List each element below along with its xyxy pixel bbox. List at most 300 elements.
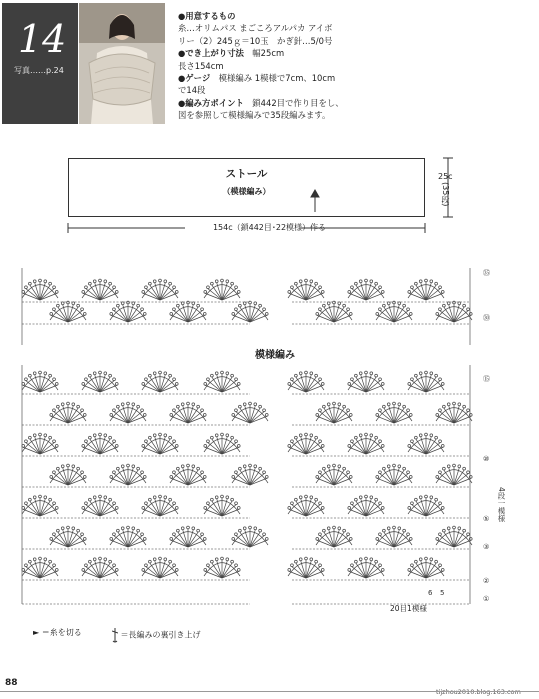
picot-dot [243, 403, 246, 406]
picot-dot [419, 280, 422, 283]
picot-dot [439, 564, 442, 567]
picot-dot [221, 433, 224, 436]
picot-dot [145, 502, 148, 505]
picot-dot [187, 301, 190, 304]
picot-dot [173, 502, 176, 505]
credit-text: tijzhou2010.blog.163.com [436, 688, 521, 696]
pattern-number: 14 [18, 17, 67, 61]
picot-dot [393, 301, 396, 304]
materials-text: 幅25cm [243, 48, 285, 59]
picot-dot [254, 403, 257, 406]
picot-dot [176, 405, 179, 408]
picot-dot [203, 312, 206, 315]
picot-dot [145, 564, 148, 567]
picot-dot [93, 496, 96, 499]
picot-dot [349, 312, 352, 315]
picot-dot [375, 374, 378, 377]
picot-dot [370, 372, 373, 375]
picot-dot [175, 568, 178, 571]
picot-dot [85, 564, 88, 567]
stitch-fan [348, 371, 384, 392]
picot-dot [88, 374, 91, 377]
picot-dot [204, 568, 207, 571]
picot-dot [435, 374, 438, 377]
picot-dot [322, 529, 325, 532]
picot-dot [226, 372, 229, 375]
picot-dot [235, 378, 238, 381]
picot-dot [127, 301, 130, 304]
picot-dot [142, 568, 145, 571]
stitch-fan [408, 557, 444, 578]
picot-dot [53, 564, 56, 567]
picot-dot [322, 304, 325, 307]
picot-dot [49, 436, 52, 439]
stitch-fan [82, 557, 118, 578]
picot-dot [354, 282, 357, 285]
picot-dot [153, 434, 156, 437]
picot-dot [347, 308, 350, 311]
picot-dot [259, 405, 262, 408]
picot-dot [265, 413, 268, 416]
picot-dot [419, 496, 422, 499]
picot-dot [316, 312, 319, 315]
picot-dot [53, 378, 56, 381]
picot-dot [349, 475, 352, 478]
picot-dot [221, 495, 224, 498]
picot-dot [351, 440, 354, 443]
picot-dot [210, 282, 213, 285]
picot-dot [370, 496, 373, 499]
materials-text: 模様編み 1模様で7cm、10cm [210, 73, 336, 84]
picot-dot [67, 464, 70, 467]
picot-dot [127, 402, 130, 405]
picot-dot [436, 413, 439, 416]
picot-dot [299, 372, 302, 375]
picot-dot [56, 405, 59, 408]
picot-dot [99, 279, 102, 282]
picot-dot [238, 405, 241, 408]
picot-dot [347, 409, 350, 412]
picot-dot [176, 467, 179, 470]
picot-dot [203, 475, 206, 478]
picot-dot [321, 290, 324, 293]
picot-dot [453, 464, 456, 467]
picot-dot [442, 467, 445, 470]
picot-dot [243, 465, 246, 468]
picot-dot [25, 440, 28, 443]
picot-dot [419, 372, 422, 375]
stitch-fan [376, 526, 412, 547]
picot-dot [291, 564, 294, 567]
picot-dot [365, 279, 368, 282]
picot-dot [88, 436, 91, 439]
picot-dot [83, 413, 86, 416]
picot-dot [148, 436, 151, 439]
picot-dot [458, 527, 461, 530]
picot-dot [201, 308, 204, 311]
picot-dot [28, 498, 31, 501]
picot-dot [148, 374, 151, 377]
picot-dot [159, 279, 162, 282]
picot-dot [430, 372, 433, 375]
picot-dot [142, 382, 145, 385]
picot-dot [319, 308, 322, 311]
picot-dot [430, 434, 433, 437]
picot-dot [175, 444, 178, 447]
picot-dot [127, 464, 130, 467]
materials-text: 鎖442目で作り目をし、 [243, 97, 344, 108]
picot-dot [398, 403, 401, 406]
picot-dot [359, 372, 362, 375]
picot-dot [407, 308, 410, 311]
picot-dot [409, 475, 412, 478]
picot-dot [439, 502, 442, 505]
picot-dot [93, 434, 96, 437]
legend-back-post-text: ＝長編みの裏引き上げ [120, 630, 201, 640]
picot-dot [265, 312, 268, 315]
picot-dot [299, 558, 302, 561]
picot-dot [137, 467, 140, 470]
picot-dot [44, 372, 47, 375]
picot-dot [354, 374, 357, 377]
picot-dot [407, 471, 410, 474]
picot-dot [321, 568, 324, 571]
picot-dot [382, 304, 385, 307]
picot-dot [181, 465, 184, 468]
picot-dot [419, 434, 422, 437]
picot-dot [173, 308, 176, 311]
picot-dot [53, 502, 56, 505]
picot-dot [379, 378, 382, 381]
picot-dot [425, 279, 428, 282]
picot-dot [316, 537, 319, 540]
picot-dot [436, 475, 439, 478]
materials-text: で14段 [178, 85, 206, 96]
picot-dot [25, 378, 28, 381]
picot-dot [305, 279, 308, 282]
picot-dot [164, 280, 167, 283]
picot-dot [439, 440, 442, 443]
picot-dot [315, 560, 318, 563]
picot-dot [204, 444, 207, 447]
picot-dot [33, 434, 36, 437]
picot-dot [173, 440, 176, 443]
picot-dot [338, 527, 341, 530]
picot-dot [81, 471, 84, 474]
picot-dot [333, 301, 336, 304]
picot-dot [148, 560, 151, 563]
picot-dot [55, 290, 58, 293]
picot-dot [221, 279, 224, 282]
picot-dot [33, 280, 36, 283]
picot-dot [288, 506, 291, 509]
picot-dot [439, 533, 442, 536]
picot-dot [351, 502, 354, 505]
picot-dot [192, 403, 195, 406]
stitch-fan [82, 433, 118, 454]
picot-dot [232, 312, 235, 315]
picot-dot [425, 433, 428, 436]
legend-back-post [112, 627, 201, 643]
stitch-fan [232, 301, 268, 322]
stitch-fan [376, 464, 412, 485]
picot-dot [408, 506, 411, 509]
picot-dot [441, 506, 444, 509]
picot-dot [238, 529, 241, 532]
picot-dot [379, 471, 382, 474]
stitch-fan [22, 279, 58, 300]
picot-dot [215, 280, 218, 283]
picot-dot [56, 304, 59, 307]
width-dimension: 154c（鎖442目･22模様）作る [212, 223, 327, 232]
picot-dot [77, 304, 80, 307]
picot-dot [173, 471, 176, 474]
picot-dot [81, 409, 84, 412]
picot-dot [215, 372, 218, 375]
picot-dot [39, 279, 42, 282]
picot-dot [259, 467, 262, 470]
picot-dot [375, 560, 378, 563]
picot-dot [132, 527, 135, 530]
stitch-fan [436, 526, 472, 547]
picot-dot [215, 558, 218, 561]
picot-dot [83, 537, 86, 540]
picot-dot [192, 465, 195, 468]
stitch-fan [408, 371, 444, 392]
picot-dot [39, 557, 42, 560]
stitch-fan [316, 464, 352, 485]
picot-dot [315, 282, 318, 285]
row-label-5: ⑤ [483, 515, 490, 523]
picot-dot [310, 434, 313, 437]
picot-dot [291, 440, 294, 443]
picot-dot [50, 475, 53, 478]
picot-dot [226, 280, 229, 283]
picot-dot [407, 409, 410, 412]
picot-dot [343, 467, 346, 470]
picot-dot [381, 290, 384, 293]
stitch-fan [170, 402, 206, 423]
picot-dot [53, 286, 56, 289]
picot-dot [376, 475, 379, 478]
picot-dot [28, 560, 31, 563]
picot-dot [110, 312, 113, 315]
stitch-fan [232, 464, 268, 485]
picot-dot [169, 436, 172, 439]
picot-dot [414, 498, 417, 501]
picot-dot [343, 304, 346, 307]
picot-dot [379, 440, 382, 443]
picot-dot [263, 471, 266, 474]
picot-dot [82, 568, 85, 571]
picot-dot [321, 506, 324, 509]
picot-dot [104, 558, 107, 561]
picot-dot [409, 537, 412, 540]
picot-dot [25, 502, 28, 505]
picot-dot [55, 506, 58, 509]
picot-dot [288, 444, 291, 447]
picot-dot [176, 304, 179, 307]
picot-dot [319, 440, 322, 443]
picot-dot [343, 405, 346, 408]
stitch-fan [408, 279, 444, 300]
stitch-fan [436, 464, 472, 485]
picot-dot [93, 558, 96, 561]
picot-dot [169, 374, 172, 377]
picot-dot [113, 378, 116, 381]
picot-dot [408, 444, 411, 447]
stitch-fan [288, 371, 324, 392]
stitch-fan [50, 402, 86, 423]
picot-dot [359, 496, 362, 499]
stitch-fan [436, 301, 472, 322]
picot-dot [53, 409, 56, 412]
picot-dot [299, 280, 302, 283]
picot-dot [425, 557, 428, 560]
picot-dot [463, 304, 466, 307]
picot-dot [238, 304, 241, 307]
picot-dot [88, 560, 91, 563]
picot-dot [170, 475, 173, 478]
picot-dot [327, 465, 330, 468]
picot-dot [263, 308, 266, 311]
picot-dot [419, 558, 422, 561]
picot-dot [316, 413, 319, 416]
picot-dot [169, 560, 172, 563]
picot-dot [231, 282, 234, 285]
picot-dot [310, 558, 313, 561]
picot-dot [169, 282, 172, 285]
picot-dot [115, 290, 118, 293]
picot-dot [393, 526, 396, 529]
picot-dot [170, 537, 173, 540]
picot-dot [348, 506, 351, 509]
picot-dot [143, 537, 146, 540]
picot-dot [467, 471, 470, 474]
stitch-fan [348, 279, 384, 300]
picot-dot [310, 496, 313, 499]
picot-dot [439, 286, 442, 289]
picot-dot [381, 506, 384, 509]
stitch-fan [50, 526, 86, 547]
picot-dot [49, 374, 52, 377]
picot-dot [39, 371, 42, 374]
picot-dot [453, 301, 456, 304]
picot-dot [305, 557, 308, 560]
picot-dot [82, 444, 85, 447]
picot-dot [121, 403, 124, 406]
row-label-15: ⑮ [483, 375, 490, 383]
picot-dot [143, 475, 146, 478]
picot-dot [382, 467, 385, 470]
picot-dot [207, 440, 210, 443]
stitch-fan [82, 371, 118, 392]
stitch-fan [110, 464, 146, 485]
picot-dot [173, 564, 176, 567]
picot-dot [315, 374, 318, 377]
picot-dot [291, 378, 294, 381]
picot-dot [109, 560, 112, 563]
stitch-fan [142, 495, 178, 516]
picot-dot [169, 498, 172, 501]
picot-dot [175, 506, 178, 509]
picot-dot [175, 290, 178, 293]
picot-dot [439, 308, 442, 311]
stitch-fan [316, 402, 352, 423]
picot-dot [439, 378, 442, 381]
picot-dot [442, 529, 445, 532]
picot-dot [231, 436, 234, 439]
picot-dot [148, 498, 151, 501]
picot-dot [310, 372, 313, 375]
picot-dot [235, 533, 238, 536]
picot-dot [299, 496, 302, 499]
picot-dot [50, 312, 53, 315]
stitch-fan [204, 371, 240, 392]
picot-dot [349, 413, 352, 416]
picot-dot [315, 436, 318, 439]
picot-dot [467, 308, 470, 311]
picot-dot [159, 371, 162, 374]
picot-dot [375, 282, 378, 285]
picot-dot [365, 495, 368, 498]
stitch-fan [376, 301, 412, 322]
picot-dot [458, 403, 461, 406]
picot-dot [349, 537, 352, 540]
picot-dot [207, 378, 210, 381]
picot-dot [381, 382, 384, 385]
picot-dot [215, 496, 218, 499]
picot-dot [61, 527, 64, 530]
stitch-fan [316, 526, 352, 547]
photo-reference: 写真……p.24 [14, 66, 64, 75]
picot-dot [430, 280, 433, 283]
picot-dot [56, 467, 59, 470]
picot-dot [164, 372, 167, 375]
picot-dot [319, 471, 322, 474]
picot-dot [110, 475, 113, 478]
picot-dot [441, 290, 444, 293]
picot-dot [176, 529, 179, 532]
picot-dot [463, 467, 466, 470]
picot-dot [411, 378, 414, 381]
back-post-stitch-icon [112, 627, 118, 643]
picot-dot [442, 304, 445, 307]
stitch-fan [348, 433, 384, 454]
picot-dot [153, 496, 156, 499]
row-label-1: ① [483, 595, 490, 603]
picot-dot [187, 464, 190, 467]
stitch-fan [82, 495, 118, 516]
picot-dot [387, 527, 390, 530]
picot-dot [109, 374, 112, 377]
picot-dot [442, 405, 445, 408]
picot-dot [56, 529, 59, 532]
picot-dot [435, 560, 438, 563]
picot-dot [447, 465, 450, 468]
picot-dot [235, 286, 238, 289]
row-label-3: ③ [483, 543, 490, 551]
picot-dot [113, 502, 116, 505]
picot-dot [175, 382, 178, 385]
picot-dot [294, 560, 297, 563]
picot-dot [53, 471, 56, 474]
picot-dot [379, 533, 382, 536]
picot-dot [67, 301, 70, 304]
picot-dot [113, 286, 116, 289]
picot-dot [53, 533, 56, 536]
stitch-fan [288, 557, 324, 578]
